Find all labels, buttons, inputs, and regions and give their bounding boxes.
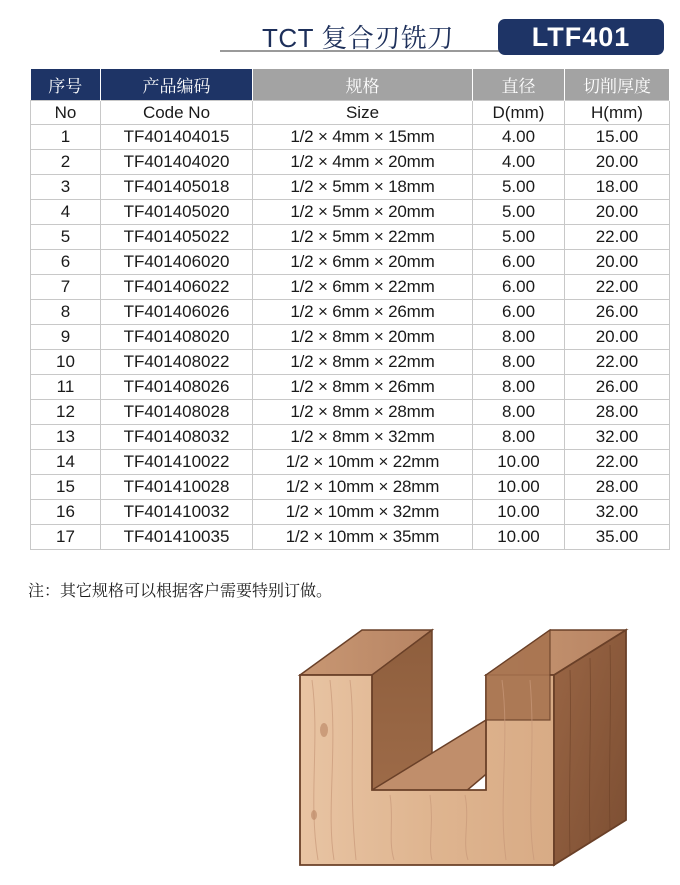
header-row-english <box>31 101 670 125</box>
table-row <box>31 450 670 475</box>
table-row <box>31 300 670 325</box>
cell-no: 7 <box>31 275 101 300</box>
cell-no: 1 <box>31 125 101 150</box>
table-row <box>31 475 670 500</box>
cell-thickness: 26.00 <box>565 375 670 400</box>
cell-code: TF401405022 <box>101 225 253 250</box>
cell-size: 1/2 × 4mm × 20mm <box>253 150 473 175</box>
custom-order-note: 注：其它规格可以根据客户需要特别订做。 <box>28 583 333 600</box>
cell-size: 1/2 × 10mm × 32mm <box>253 500 473 525</box>
table-row <box>31 200 670 225</box>
cell-thickness: 26.00 <box>565 300 670 325</box>
spec-table-body <box>31 125 670 550</box>
table-row <box>31 400 670 425</box>
table-row <box>31 125 670 150</box>
cell-no: 8 <box>31 300 101 325</box>
cell-no: 12 <box>31 400 101 425</box>
cell-no: 10 <box>31 350 101 375</box>
cell-thickness: 20.00 <box>565 150 670 175</box>
cell-code: TF401410028 <box>101 475 253 500</box>
header-en-no: No <box>31 101 101 125</box>
cell-size: 1/2 × 10mm × 22mm <box>253 450 473 475</box>
header-en-diameter: D(mm) <box>473 101 565 125</box>
cell-no: 17 <box>31 525 101 550</box>
cell-diameter: 5.00 <box>473 175 565 200</box>
table-row <box>31 250 670 275</box>
table-row <box>31 175 670 200</box>
cell-size: 1/2 × 6mm × 26mm <box>253 300 473 325</box>
cell-no: 14 <box>31 450 101 475</box>
cell-diameter: 6.00 <box>473 275 565 300</box>
cell-no: 13 <box>31 425 101 450</box>
cell-code: TF401408026 <box>101 375 253 400</box>
cell-code: TF401408032 <box>101 425 253 450</box>
title-bar <box>0 0 680 62</box>
cell-diameter: 8.00 <box>473 375 565 400</box>
cell-diameter: 4.00 <box>473 150 565 175</box>
cell-diameter: 6.00 <box>473 250 565 275</box>
cell-no: 16 <box>31 500 101 525</box>
cell-code: TF401406026 <box>101 300 253 325</box>
cell-thickness: 28.00 <box>565 400 670 425</box>
cell-no: 11 <box>31 375 101 400</box>
cell-diameter: 8.00 <box>473 425 565 450</box>
header-cn-code: 产品编码 <box>101 69 253 101</box>
cell-diameter: 10.00 <box>473 525 565 550</box>
cell-thickness: 20.00 <box>565 325 670 350</box>
cell-diameter: 5.00 <box>473 200 565 225</box>
cell-size: 1/2 × 5mm × 20mm <box>253 200 473 225</box>
cell-size: 1/2 × 8mm × 26mm <box>253 375 473 400</box>
cell-code: TF401405018 <box>101 175 253 200</box>
header-cn-thickness: 切削厚度 <box>565 69 670 101</box>
cell-no: 5 <box>31 225 101 250</box>
cell-diameter: 10.00 <box>473 450 565 475</box>
cell-size: 1/2 × 8mm × 28mm <box>253 400 473 425</box>
cell-diameter: 6.00 <box>473 300 565 325</box>
header-cn-no: 序号 <box>31 69 101 101</box>
cell-size: 1/2 × 5mm × 22mm <box>253 225 473 250</box>
cell-thickness: 22.00 <box>565 225 670 250</box>
table-row <box>31 425 670 450</box>
cell-no: 4 <box>31 200 101 225</box>
cell-diameter: 10.00 <box>473 500 565 525</box>
cell-thickness: 20.00 <box>565 200 670 225</box>
cell-no: 9 <box>31 325 101 350</box>
wood-block-slot-icon <box>290 620 640 875</box>
cell-code: TF401404015 <box>101 125 253 150</box>
table-row <box>31 500 670 525</box>
cell-no: 6 <box>31 250 101 275</box>
cell-diameter: 8.00 <box>473 400 565 425</box>
cell-diameter: 8.00 <box>473 350 565 375</box>
cell-thickness: 22.00 <box>565 275 670 300</box>
cell-diameter: 8.00 <box>473 325 565 350</box>
table-row <box>31 150 670 175</box>
cell-code: TF401408028 <box>101 400 253 425</box>
header-cn-diameter: 直径 <box>473 69 565 101</box>
cell-no: 15 <box>31 475 101 500</box>
cell-size: 1/2 × 8mm × 22mm <box>253 350 473 375</box>
cell-no: 3 <box>31 175 101 200</box>
cell-diameter: 10.00 <box>473 475 565 500</box>
cell-size: 1/2 × 10mm × 35mm <box>253 525 473 550</box>
cell-diameter: 5.00 <box>473 225 565 250</box>
header-en-thickness: H(mm) <box>565 101 670 125</box>
cell-thickness: 35.00 <box>565 525 670 550</box>
cell-size: 1/2 × 10mm × 28mm <box>253 475 473 500</box>
cell-thickness: 15.00 <box>565 125 670 150</box>
wood-block-slot-drawing <box>290 620 640 875</box>
cell-thickness: 28.00 <box>565 475 670 500</box>
table-row <box>31 525 670 550</box>
cell-code: TF401408022 <box>101 350 253 375</box>
spec-table <box>30 69 670 550</box>
cell-size: 1/2 × 6mm × 20mm <box>253 250 473 275</box>
cell-size: 1/2 × 8mm × 32mm <box>253 425 473 450</box>
table-row <box>31 350 670 375</box>
cell-thickness: 22.00 <box>565 450 670 475</box>
cell-code: TF401410035 <box>101 525 253 550</box>
table-row <box>31 225 670 250</box>
table-row <box>31 375 670 400</box>
cell-thickness: 32.00 <box>565 425 670 450</box>
cell-thickness: 32.00 <box>565 500 670 525</box>
cell-code: TF401405020 <box>101 200 253 225</box>
table-row <box>31 275 670 300</box>
cell-size: 1/2 × 8mm × 20mm <box>253 325 473 350</box>
header-en-size: Size <box>253 101 473 125</box>
cell-size: 1/2 × 6mm × 22mm <box>253 275 473 300</box>
cell-diameter: 4.00 <box>473 125 565 150</box>
cell-code: TF401408020 <box>101 325 253 350</box>
cell-code: TF401406022 <box>101 275 253 300</box>
table-row <box>31 325 670 350</box>
cell-code: TF401406020 <box>101 250 253 275</box>
cell-size: 1/2 × 4mm × 15mm <box>253 125 473 150</box>
cell-size: 1/2 × 5mm × 18mm <box>253 175 473 200</box>
cell-thickness: 18.00 <box>565 175 670 200</box>
cell-code: TF401410022 <box>101 450 253 475</box>
cell-thickness: 20.00 <box>565 250 670 275</box>
cell-code: TF401404020 <box>101 150 253 175</box>
product-title: TCT 复合刃铣刀 <box>262 23 454 53</box>
header-en-code: Code No <box>101 101 253 125</box>
cell-code: TF401410032 <box>101 500 253 525</box>
header-cn-size: 规格 <box>253 69 473 101</box>
cell-no: 2 <box>31 150 101 175</box>
cell-thickness: 22.00 <box>565 350 670 375</box>
model-badge: LTF401 <box>498 19 664 55</box>
header-row-chinese <box>31 69 670 101</box>
